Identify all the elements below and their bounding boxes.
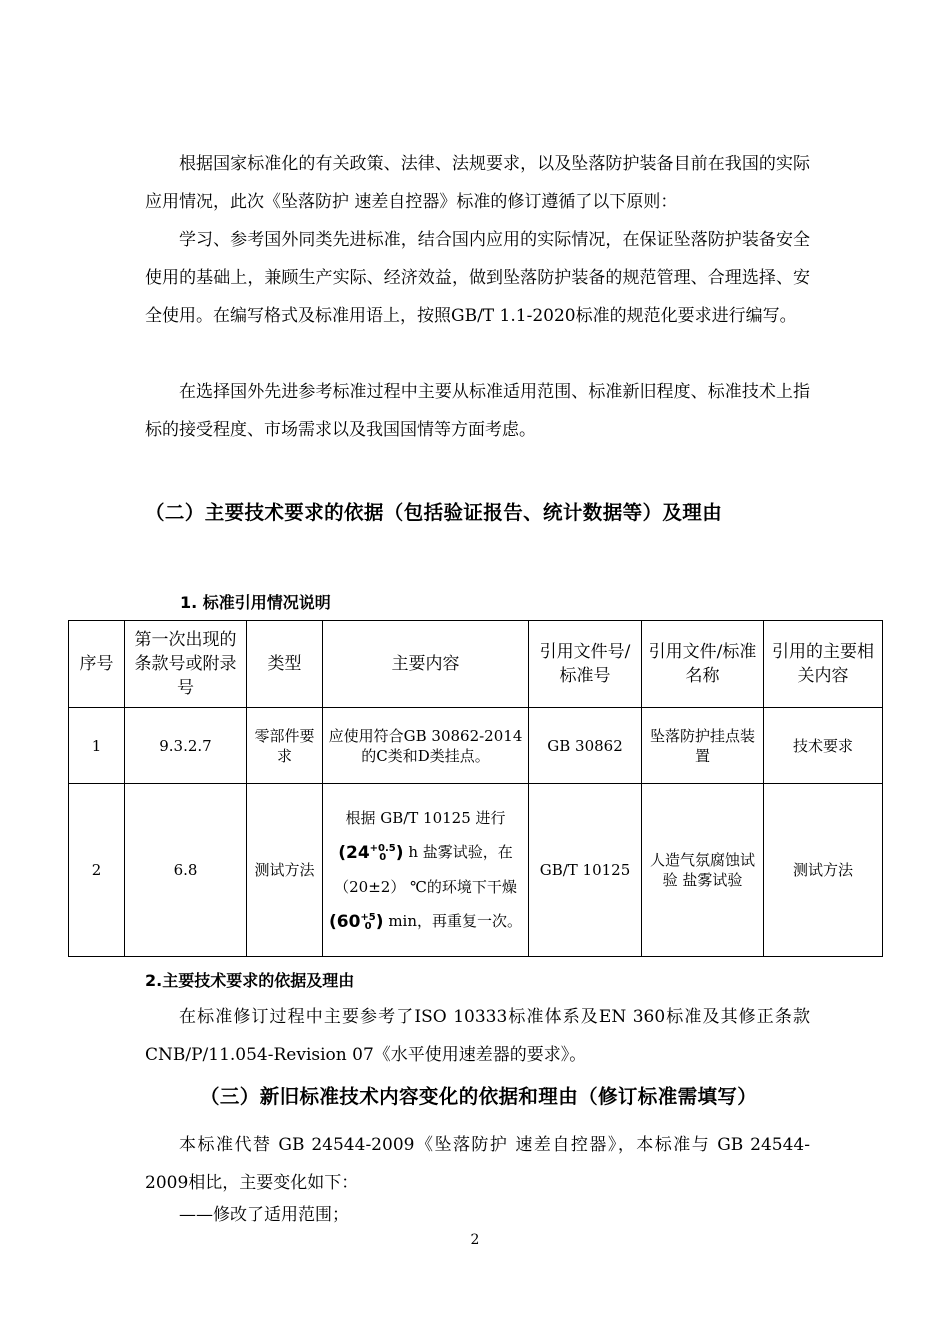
cell-doc-no: GB/T 10125 — [529, 784, 642, 957]
paragraph-principles-selection: 在选择国外先进参考标准过程中主要从标准适用范围、标准新旧程度、标准技术上指标的接受程度、市场需求以及我国国情等方面考虑。 — [145, 382, 810, 440]
table-row — [69, 708, 883, 784]
header-related: 引用的主要相关内容 — [764, 621, 883, 708]
content-text-c: min，再重复一次。 — [383, 912, 522, 930]
cell-index: 1 — [69, 708, 125, 784]
cell-type: 测试方法 — [247, 784, 323, 957]
paragraph-change-scope: ——修改了适用范围； — [179, 1205, 349, 1225]
content-text-a: 根据 GB/T 10125 进行 — [345, 809, 506, 827]
header-doc-no: 引用文件号/标准号 — [529, 621, 642, 708]
cell-related: 技术要求 — [764, 708, 883, 784]
subheading-basis: 2.主要技术要求的依据及理由 — [145, 971, 355, 990]
paragraph-references: 在标准修订过程中主要参考了ISO 10333标准体系及EN 360标准及其修正条款CNB/P/11.054-Revision 07《水平使用速差器的要求》。 — [145, 1007, 810, 1065]
cell-content: 应使用符合GB 30862-2014的C类和D类挂点。 — [323, 708, 529, 784]
cell-content — [323, 784, 529, 957]
cell-clause: 9.3.2.7 — [125, 708, 247, 784]
section-heading-3: （三）新旧标准技术内容变化的依据和理由（修订标准需填写） — [200, 1085, 758, 1108]
cell-type: 零部件要求 — [247, 708, 323, 784]
subheading-citation-table: 1. 标准引用情况说明 — [180, 593, 331, 612]
header-index: 序号 — [69, 621, 125, 708]
header-clause: 第一次出现的条款号或附录号 — [125, 621, 247, 708]
formula-drying-minutes: (60 +5 0 ) — [328, 912, 384, 932]
paragraph-principles-learning: 学习、参考国外同类先进标准，结合国内应用的实际情况，在保证坠落防护装备安全使用的基础上，兼顾生产实际、经济效益，做到坠落防护装备的规范管理、合理选择、安全使用。在编写格式及标准用语上，按照GB/T 1.1-2020标准的规范化要求进行编写。 — [145, 230, 810, 326]
table-header-row — [69, 621, 883, 708]
paragraph-replacement: 本标准代替 GB 24544-2009《坠落防护 速差自控器》，本标准与 GB 24544-2009相比，主要变化如下： — [145, 1135, 810, 1193]
paragraph-principles-intro: 根据国家标准化的有关政策、法律、法规要求，以及坠落防护装备目前在我国的实际应用情况，此次《坠落防护 速差自控器》标准的修订遵循了以下原则： — [145, 154, 810, 212]
header-content: 主要内容 — [323, 621, 529, 708]
table-row — [69, 784, 883, 957]
header-doc-name: 引用文件/标准名称 — [642, 621, 764, 708]
content-text-b: h 盐雾试验，在（20±2） ℃的环境下干燥 — [334, 843, 517, 896]
cell-doc-name: 坠落防护挂点装置 — [642, 708, 764, 784]
cell-clause: 6.8 — [125, 784, 247, 957]
header-type: 类型 — [247, 621, 323, 708]
citation-table — [68, 620, 883, 957]
cell-doc-no: GB 30862 — [529, 708, 642, 784]
section-heading-2: （二）主要技术要求的依据（包括验证报告、统计数据等）及理由 — [145, 501, 723, 524]
cell-doc-name: 人造气氛腐蚀试验 盐雾试验 — [642, 784, 764, 957]
cell-index: 2 — [69, 784, 125, 957]
cell-related: 测试方法 — [764, 784, 883, 957]
formula-salt-spray-hours: (24 +0.5 0 ) — [338, 843, 404, 863]
page-number: 2 — [470, 1232, 480, 1248]
